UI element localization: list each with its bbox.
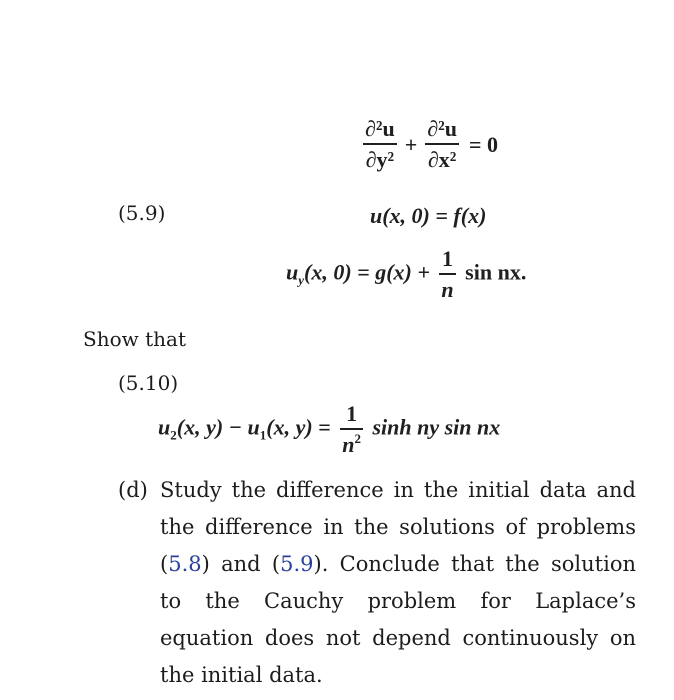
fraction-bar xyxy=(340,428,363,430)
equation-label-5-9: (5.9) xyxy=(118,201,166,225)
fraction-bar xyxy=(425,143,459,145)
text-conclude: ). Conclude that the solution xyxy=(313,552,636,576)
symbol-u2: u xyxy=(158,414,171,440)
difference-equation xyxy=(158,403,500,456)
equals-zero: = 0 xyxy=(468,131,498,157)
paragraph-line-refs xyxy=(160,546,636,583)
fraction-numerator: ∂²u xyxy=(427,116,457,141)
fraction-bar xyxy=(363,143,397,145)
sinh-sin-term: sinh ny sin nx xyxy=(372,414,501,440)
u1-args: (x, y) = xyxy=(266,414,331,440)
fraction-numerator: ∂²u xyxy=(365,116,395,141)
fraction-denominator: ∂x² xyxy=(427,147,457,172)
fraction-numerator: 1 xyxy=(442,246,454,271)
ic2-middle: (x, 0) = g(x) + xyxy=(304,259,430,285)
paragraph-line: to the Cauchy problem for Laplace’s xyxy=(160,589,636,613)
pde-equation xyxy=(363,118,506,171)
fraction-1-over-n-squared xyxy=(340,403,363,456)
equation-label-5-10: (5.10) xyxy=(118,371,179,395)
fraction-denominator: n xyxy=(441,277,454,302)
initial-condition-uy xyxy=(286,248,526,301)
fraction-d2u-dy2 xyxy=(363,118,397,171)
fraction-1-over-n xyxy=(439,248,455,301)
show-that-text: Show that xyxy=(83,327,186,351)
symbol-u: u xyxy=(286,259,299,285)
fraction-bar xyxy=(439,273,455,275)
u2-args: (x, y) − xyxy=(176,414,242,440)
equation-ref-5-9[interactable]: 5.9 xyxy=(280,552,314,576)
symbol-n: n xyxy=(342,432,355,457)
subscript-1: 1 xyxy=(259,427,267,443)
paragraph-line: Study the difference in the initial data and xyxy=(160,478,636,502)
fraction-denominator xyxy=(340,433,363,456)
paren-open: ( xyxy=(160,552,169,576)
ic2-tail: sin nx. xyxy=(465,259,527,285)
fraction-d2u-dx2 xyxy=(425,118,459,171)
subscript-y: y xyxy=(298,272,305,288)
part-d-paragraph xyxy=(160,472,636,694)
text-and: ) and ( xyxy=(201,552,281,576)
subscript-2: 2 xyxy=(170,427,177,443)
initial-condition-u: u(x, 0) = f(x) xyxy=(370,203,487,228)
superscript-2: 2 xyxy=(354,431,361,446)
fraction-denominator: ∂y² xyxy=(365,147,395,172)
paragraph-line: the initial data. xyxy=(160,663,323,687)
symbol-u1: u xyxy=(247,414,260,440)
paragraph-line: the difference in the solutions of problems xyxy=(160,515,636,539)
fraction-numerator: 1 xyxy=(346,401,358,426)
equation-ref-5-8[interactable]: 5.8 xyxy=(168,552,202,576)
paragraph-line: equation does not depend continuously on xyxy=(160,626,636,650)
plus-sign: + xyxy=(404,131,418,157)
part-d-label: (d) xyxy=(118,478,148,502)
